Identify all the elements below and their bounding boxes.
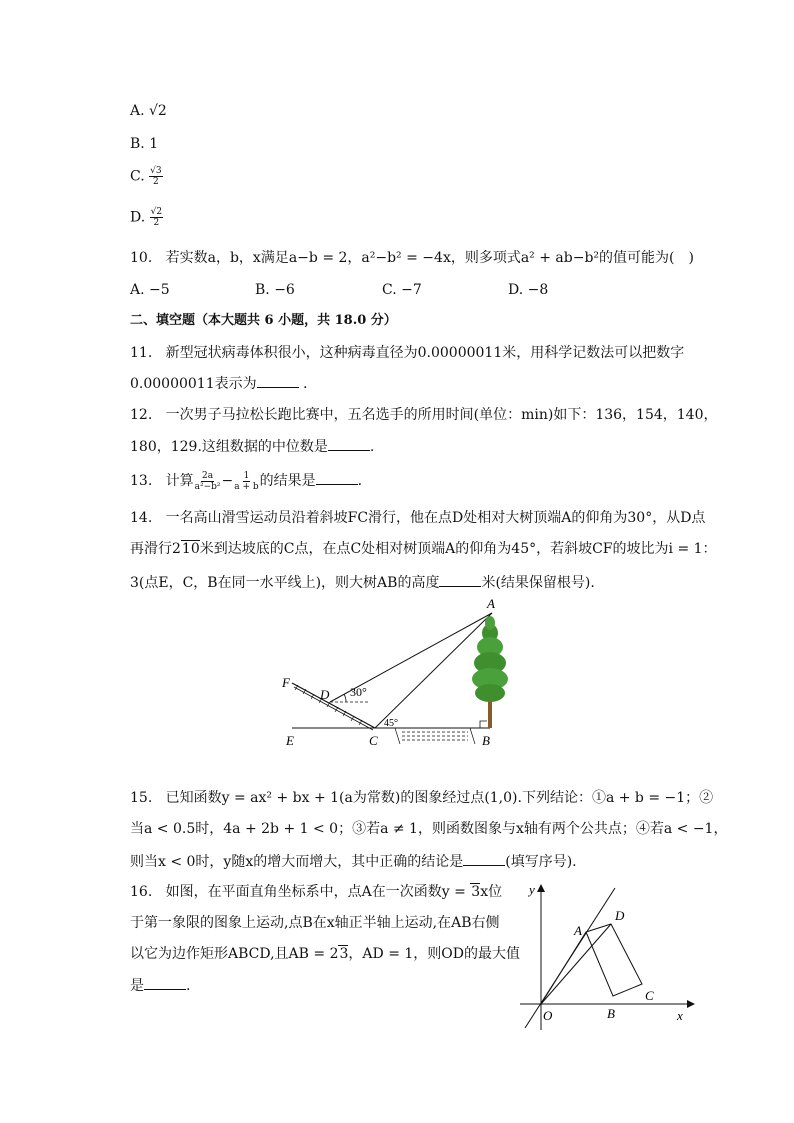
coordinate-figure bbox=[515, 880, 695, 1035]
q13-line: 13. 计算 $\frac{2a}{\text{a²−b²}}$ − $\frac{1}{a + b}$ 的结果是 . bbox=[130, 470, 363, 492]
q15-line2: 当a < 0.5时，4a + 2b + 1 < 0；③若a ≠ 1，则函数图象与x轴有两个公共点；④若a < −1， bbox=[130, 821, 728, 837]
y-axis-arrow-icon bbox=[537, 884, 545, 892]
tree-icon bbox=[472, 616, 508, 728]
q15-line1: 15. 已知函数y = ax² + bx + 1(a为常数)的图象经过点(1,0).下列结论：①a + b = −1；② bbox=[130, 790, 714, 806]
q16-line1: 16. 如图，在平面直角坐标系中，点A在一次函数y = 3x位 bbox=[130, 884, 503, 900]
label-a: A bbox=[487, 596, 495, 611]
label-f: F bbox=[282, 675, 290, 690]
label-c: C bbox=[645, 988, 654, 1003]
q14-line2: 再滑行210米到达坡底的C点，在点C处相对树顶端A的仰角为45°，若斜坡CF的坡比为i = 1： bbox=[130, 541, 717, 557]
label-x: x bbox=[677, 1008, 683, 1023]
q9-option-d: D. $\frac{√2}{2}$ bbox=[130, 207, 163, 228]
angle-45-label: 45° bbox=[384, 718, 398, 729]
answer-blank[interactable] bbox=[316, 470, 358, 485]
water-area bbox=[395, 728, 475, 744]
label-c: C bbox=[369, 733, 378, 748]
answer-blank[interactable] bbox=[257, 373, 299, 388]
q9-option-c: C. $\frac{√3}{2}$ bbox=[130, 166, 162, 187]
q16-line4: 是 . bbox=[130, 975, 190, 996]
answer-blank[interactable] bbox=[144, 975, 186, 990]
q10-option-b: B. −6 bbox=[255, 282, 295, 298]
label-a: A bbox=[574, 923, 582, 938]
q11-line1: 11. 新型冠状病毒体积很小，这种病毒直径为0.00000011米，用科学记数法可以把数字 bbox=[130, 345, 685, 361]
answer-blank[interactable] bbox=[463, 851, 505, 866]
label-d: D bbox=[320, 687, 330, 702]
angle-30-label: 30° bbox=[350, 685, 367, 699]
label-o: O bbox=[543, 1008, 553, 1023]
label-b: B bbox=[607, 1006, 615, 1021]
answer-blank[interactable] bbox=[328, 436, 370, 451]
q16-line2: 于第一象限的图象上运动,点B在x轴正半轴上运动,在AB右侧 bbox=[130, 915, 500, 931]
q14-line1: 14. 一名高山滑雪运动员沿着斜坡FC滑行，他在点D处相对大树顶端A的仰角为30°，从D点 bbox=[130, 510, 706, 526]
slope-tree-figure bbox=[270, 595, 510, 750]
x-axis-arrow-icon bbox=[687, 1000, 695, 1008]
label-b: B bbox=[482, 733, 490, 748]
q12-line1: 12. 一次男子马拉松长跑比赛中，五名选手的所用时间(单位：min)如下：136，154，140， bbox=[130, 407, 718, 423]
label-e: E bbox=[286, 733, 294, 748]
section-title: 二、填空题（本大题共 6 小题，共 18.0 分） bbox=[130, 313, 397, 328]
q9-option-b: B. 1 bbox=[130, 136, 159, 152]
q15-line3: 则当x < 0时，y随x的增大而增大，其中正确的结论是 (填写序号). bbox=[130, 851, 577, 872]
answer-blank[interactable] bbox=[439, 572, 481, 587]
q11-line2: 0.00000011表示为 ． bbox=[130, 373, 317, 394]
q9-option-a: A. √2 bbox=[130, 103, 167, 119]
q12-line2: 180，129.这组数据的中位数是 . bbox=[130, 436, 374, 457]
q10-stem: 10. 若实数a，b，x满足a−b = 2，a²−b² = −4x，则多项式a² + ab−b²的值可能为( ) bbox=[130, 250, 694, 266]
label-y: y bbox=[529, 882, 535, 897]
q14-line3: 3(点E，C，B在同一水平线上)，则大树AB的高度 米(结果保留根号). bbox=[130, 572, 595, 593]
q16-line3: 以它为边作矩形ABCD,且AB = 23，AD = 1，则OD的最大值 bbox=[130, 946, 520, 962]
rectangle-abcd bbox=[586, 924, 642, 996]
label-d: D bbox=[615, 908, 625, 923]
q10-option-c: C. −7 bbox=[382, 282, 422, 298]
q10-option-a: A. −5 bbox=[130, 282, 170, 298]
q10-option-d: D. −8 bbox=[508, 282, 549, 298]
sight-line-c bbox=[375, 613, 492, 728]
